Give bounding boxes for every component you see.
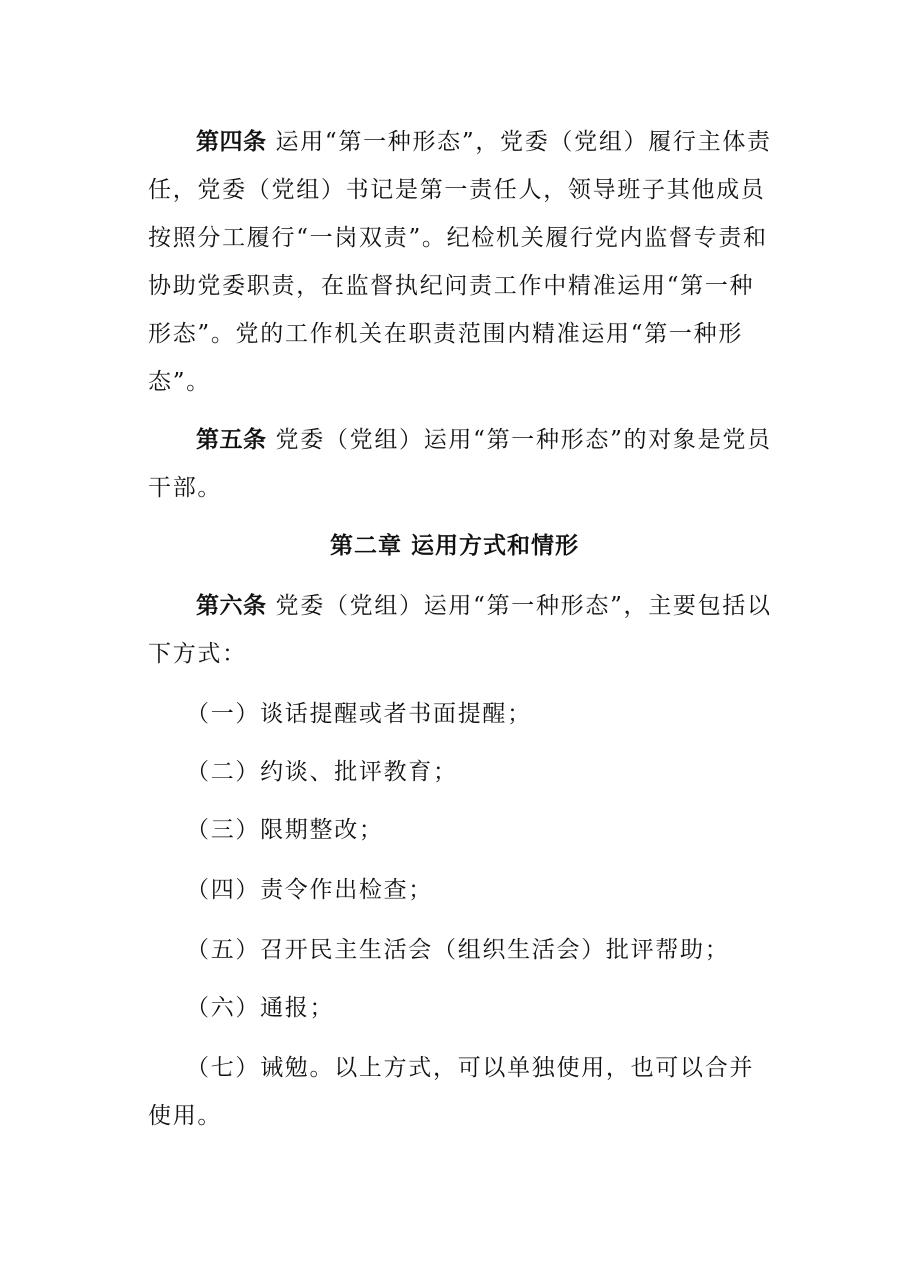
list-item: （六）通报； xyxy=(186,995,335,1021)
article-5-text: 党委（党组）运用“第一种形态”的对象是党员干部。 xyxy=(148,427,772,501)
article-4-text: 运用“第一种形态”，党委（党组）履行主体责任，党委（党组）书记是第一责任人，领导班子其他成员按照分工履行“一岗双责”。纪检机关履行党内监督专责和协助党委职责，在监督执纪问责工作中精准运用“第一种形态”。党的工作机关在职责范围内精准运用“第一种形态”。 xyxy=(148,129,772,395)
list-item: （二）约谈、批评教育； xyxy=(186,759,458,785)
list-item: （一）谈话提醒或者书面提醒； xyxy=(186,701,532,727)
article-6-label: 第六条 xyxy=(196,592,267,619)
chapter-2-heading: 第二章 运用方式和情形 xyxy=(329,532,579,559)
article-6-paragraph xyxy=(148,582,773,678)
list-item: （三）限期整改； xyxy=(186,817,384,843)
article-5-label: 第五条 xyxy=(196,426,267,453)
list-item: （五）召开民主生活会（组织生活会）批评帮助； xyxy=(186,937,730,963)
article-6-text: 党委（党组）运用“第一种形态”，主要包括以下方式： xyxy=(148,593,772,667)
article-5-paragraph xyxy=(148,416,788,512)
article-4-label: 第四条 xyxy=(196,128,267,155)
list-item: （四）责令作出检查； xyxy=(186,877,433,903)
list-item: （七）诫勉。以上方式，可以单独使用，也可以合并使用。 xyxy=(148,1055,755,1129)
article-4-paragraph xyxy=(148,118,773,406)
